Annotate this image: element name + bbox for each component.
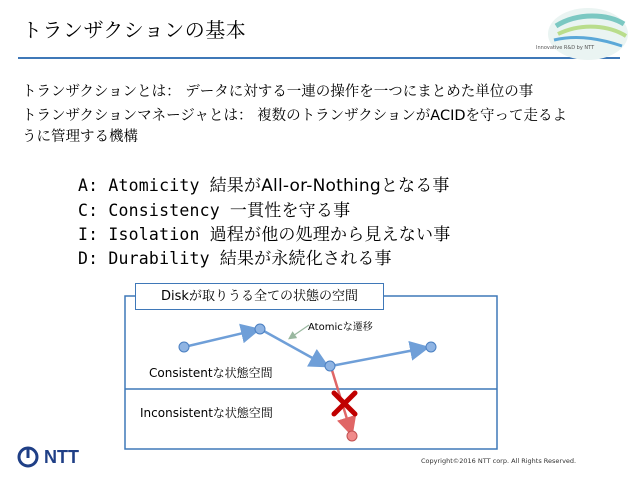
- inconsistent-space-label: Inconsistentな状態空間: [140, 406, 273, 420]
- transaction-manager-definition-cont: うに管理する機構: [22, 129, 138, 145]
- acid-desc: 過程が他の処理から見えない事: [209, 225, 451, 245]
- state-node: [426, 342, 436, 352]
- ntt-logo-text: NTT: [44, 446, 79, 467]
- consistent-space-label: Consistentな状態空間: [149, 366, 273, 380]
- state-space-header: Diskが取りうる全ての状態の空間: [135, 283, 384, 310]
- acid-term: I: Isolation: [78, 225, 200, 244]
- ntt-logo: [17, 446, 79, 468]
- acid-term: D: Durability: [78, 249, 210, 268]
- copyright-notice: Copyright©2016 NTT corp. All Rights Reserved.: [421, 457, 577, 465]
- acid-desc: 一貫性を守る事: [229, 201, 351, 221]
- slide-title: トランザクションの基本: [22, 18, 247, 42]
- state-node: [255, 324, 265, 334]
- transaction-definition: トランザクションとは： データに対する一連の操作を一つにまとめた単位の事: [22, 84, 534, 100]
- transaction-manager-definition: トランザクションマネージャとは： 複数のトランザクションがACIDを守って走るよ: [22, 108, 568, 124]
- inconsistent-state-node: [347, 431, 357, 441]
- state-node: [325, 361, 335, 371]
- state-node: [179, 342, 189, 352]
- acid-term: A: Atomicity: [78, 176, 200, 195]
- ntt-logo-icon: [17, 446, 39, 468]
- atomic-transition-label: Atomicな遷移: [308, 322, 373, 333]
- acid-desc: 結果が永続化される事: [219, 249, 392, 269]
- logo-caption: Innovative R&D by NTT: [536, 45, 595, 51]
- acid-term: C: Consistency: [78, 201, 220, 220]
- acid-desc: 結果がAll-or-Nothingとなる事: [209, 176, 450, 196]
